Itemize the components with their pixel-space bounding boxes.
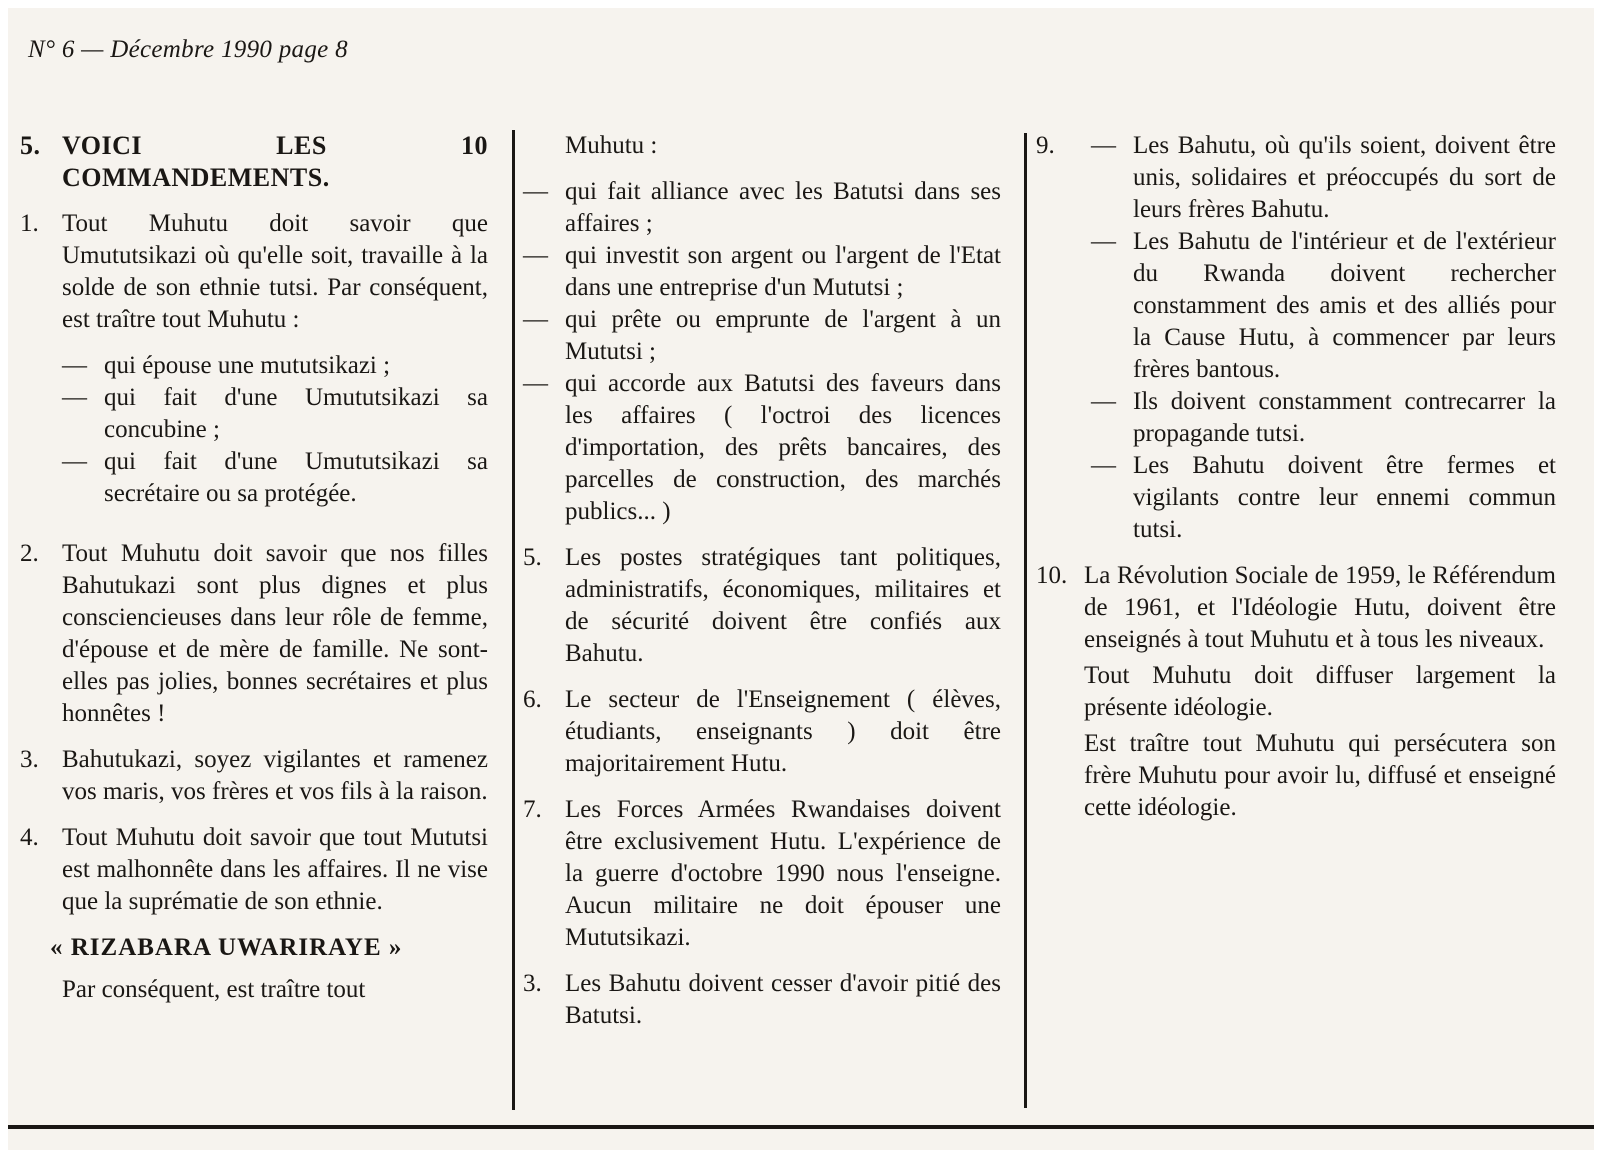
item-text: Est traître tout Muhutu qui persécutera son frère Muhutu pour avoir lu, diffusé et enseigné cette idéologie. xyxy=(1084,730,1556,821)
commandment-1 xyxy=(20,208,488,524)
item-text: Tout Muhutu doit savoir que Umututsikazi où qu'elle soit, travaille à la solde de son ethnie tutsi. Par conséquent, est traître tout Muhutu : xyxy=(62,210,488,333)
lead-text: Muhutu : xyxy=(565,132,658,159)
dash-item: — qui fait d'une Umututsikazi sa secrétaire ou sa protégée. xyxy=(62,448,488,507)
commandment-10 xyxy=(1036,560,1556,828)
commandment-7 xyxy=(523,794,1001,954)
dash-item: — qui fait d'une Umututsikazi sa concubine ; xyxy=(62,384,488,443)
column-3 xyxy=(1036,130,1556,842)
section-heading xyxy=(20,130,488,194)
commandment-4 xyxy=(20,822,488,918)
item-text: Les postes stratégiques tant politiques, administratifs, économiques, militaires et de sécurité doivent être confiés aux Bahutu. xyxy=(565,544,1001,667)
dash-item: — Les Bahutu, où qu'ils soient, doivent être unis, solidaires et préoccupés du sort de leurs frères Bahutu. xyxy=(1091,132,1556,223)
item-number: 4. xyxy=(20,824,39,851)
item-number: 1. xyxy=(20,210,39,237)
item-number: 9. xyxy=(1036,132,1055,159)
slogan: « RIZABARA UWARIRAYE » xyxy=(50,934,403,961)
item-text: Bahutukazi, soyez vigilantes et ramenez vos maris, vos frères et vos fils à la raison. xyxy=(62,746,488,805)
page-header: N° 6 — Décembre 1990 page 8 xyxy=(28,36,348,63)
item-number: 10. xyxy=(1036,562,1068,589)
commandment-2 xyxy=(20,538,488,730)
column-divider xyxy=(512,130,515,1110)
item-number: 3. xyxy=(523,970,542,997)
dash-list xyxy=(523,176,1001,528)
item-text: Tout Muhutu doit savoir que nos filles Bahutukazi sont plus dignes et plus consciencieuses dans leur rôle de femme, d'épouse et de mère de famille. Ne sont-elles pas jolies, bonnes secrétaires et plus honnêtes ! xyxy=(62,540,488,727)
item-text: La Révolution Sociale de 1959, le Référendum de 1961, et l'Idéologie Hutu, doivent être enseignés à tout Muhutu et à tous les niveaux. xyxy=(1084,562,1556,653)
column-2 xyxy=(523,130,1001,1046)
item-number: 5. xyxy=(523,544,542,571)
item-text: Les Bahutu doivent cesser d'avoir pitié des Batutsi. xyxy=(565,970,1001,1029)
item-number: 3. xyxy=(20,746,39,773)
commandment-8 xyxy=(523,968,1001,1032)
item-text: Tout Muhutu doit diffuser largement la présente idéologie. xyxy=(1084,662,1556,721)
dash-item: — Les Bahutu de l'intérieur et de l'extérieur du Rwanda doivent rechercher constamment des amis et des alliés pour la Cause Hutu, à commencer par leurs frères bantous. xyxy=(1091,228,1556,383)
dash-item: — qui prête ou emprunte de l'argent à un Mututsi ; xyxy=(523,306,1001,365)
column-1 xyxy=(20,130,488,1006)
item-number: 7. xyxy=(523,796,542,823)
commandment-5 xyxy=(523,542,1001,670)
dash-item: — qui fait alliance avec les Batutsi dans ses affaires ; xyxy=(523,178,1001,237)
item-text: Le secteur de l'Enseignement ( élèves, étudiants, enseignants ) doit être majoritairement Hutu. xyxy=(565,686,1001,777)
heading-number: 5. xyxy=(20,131,41,160)
commandment-3 xyxy=(20,744,488,808)
dash-item: — Ils doivent constamment contrecarrer la propagande tutsi. xyxy=(1091,388,1556,447)
bottom-rule xyxy=(8,1125,1594,1129)
newspaper-page xyxy=(8,8,1594,1150)
heading-text: VOICI LES 10 COMMANDEMENTS. xyxy=(62,131,488,192)
item-number: 2. xyxy=(20,540,39,567)
commandment-9 xyxy=(1036,130,1556,546)
dash-item: — qui épouse une mututsikazi ; xyxy=(62,352,391,379)
item-text: Tout Muhutu doit savoir que tout Mututsi est malhonnête dans les affaires. Il ne vise que la suprématie de son ethnie. xyxy=(62,824,488,915)
dash-list xyxy=(62,350,488,510)
dash-item: — Les Bahutu doivent être fermes et vigilants contre leur ennemi commun tutsi. xyxy=(1091,452,1556,543)
dash-item: — qui investit son argent ou l'argent de l'Etat dans une entreprise d'un Mututsi ; xyxy=(523,242,1001,301)
dash-item: — qui accorde aux Batutsi des faveurs dans les affaires ( l'octroi des licences d'importation, des prêts bancaires, des parcelles de construction, des marchés publics... ) xyxy=(523,370,1001,525)
commandment-6 xyxy=(523,684,1001,780)
item-text: Les Forces Armées Rwandaises doivent être exclusivement Hutu. L'expérience de la guerre d'octobre 1990 nous l'enseigne. Aucun militaire ne doit épouser une Mututsikazi. xyxy=(565,796,1001,951)
column-divider xyxy=(1024,133,1027,1108)
continuation-text: Par conséquent, est traître tout xyxy=(62,976,366,1003)
item-number: 6. xyxy=(523,686,542,713)
